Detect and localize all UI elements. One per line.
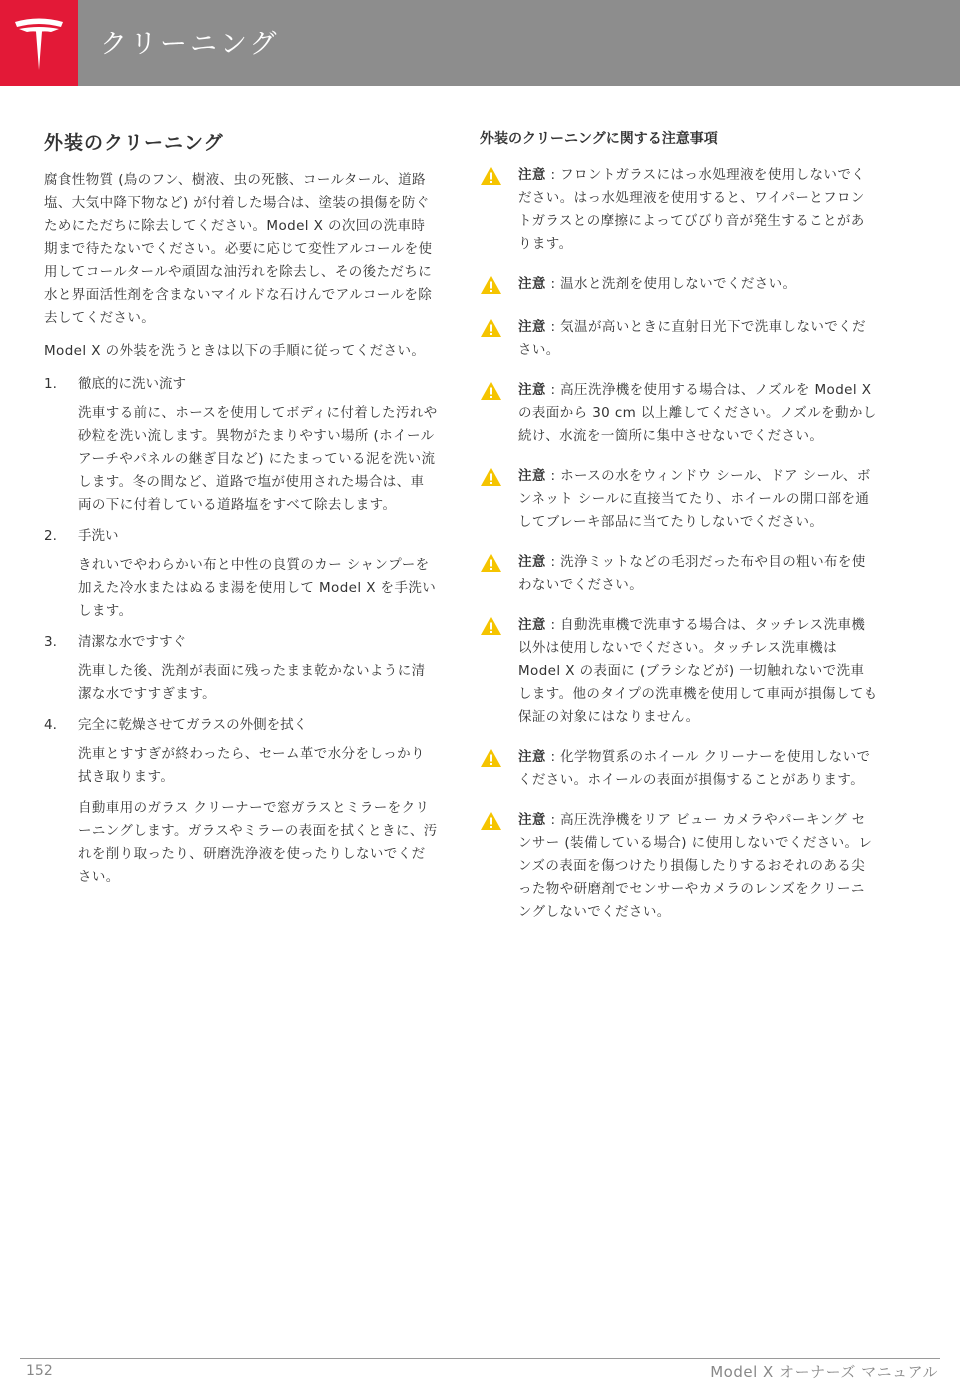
caution-label: 注意 — [518, 749, 546, 765]
step-2 — [44, 525, 438, 623]
warning-triangle-icon — [480, 318, 506, 342]
left-column — [44, 128, 438, 897]
caution-text: : フロントガラスにはっ水処理液を使用しないでください。はっ水処理液を使用すると、ワイパーとフロントガラスとの摩擦によってびびり音が発生することがあります。 — [518, 167, 866, 252]
section-title: 外装のクリーニング — [44, 132, 224, 154]
step-title: 手洗い — [78, 528, 119, 544]
step-number: 2. — [44, 528, 57, 544]
right-column — [480, 128, 878, 941]
caution-label: 注意 — [518, 382, 546, 398]
step-number: 4. — [44, 717, 57, 733]
step-text: 洗車とすすぎが終わったら、セーム革で水分をしっかり拭き取ります。 — [78, 746, 425, 785]
page-title: クリーニング — [100, 29, 280, 60]
warning-triangle-icon — [480, 166, 506, 190]
page-header — [0, 0, 960, 86]
caution-item — [480, 746, 878, 792]
caution-text: : 化学物質系のホイール クリーナーを使用しないでください。ホイールの表面が損傷することがあります。 — [518, 749, 871, 788]
cautions-title: 外装のクリーニングに関する注意事項 — [480, 131, 718, 147]
caution-label: 注意 — [518, 276, 546, 292]
caution-label: 注意 — [518, 617, 546, 633]
caution-text: : 洗浄ミットなどの毛羽だった布や目の粗い布を使わないでください。 — [518, 554, 866, 593]
step-text: きれいでやわらかい布と中性の良質のカー シャンプーを加えた冷水またはぬるま湯を使用して Model X を手洗いします。 — [78, 557, 437, 619]
tesla-logo-icon — [13, 16, 65, 72]
caution-item — [480, 164, 878, 256]
step-1 — [44, 373, 438, 517]
lead-paragraph: Model X の外装を洗うときは以下の手順に従ってください。 — [44, 343, 426, 359]
step-3 — [44, 631, 438, 706]
step-text: 自動車用のガラス クリーナーで窓ガラスとミラーをクリーニングします。ガラスやミラーの表面を拭くときに、汚れを削り取ったり、研磨洗浄液を使ったりしないでください。 — [78, 800, 438, 885]
step-text: 洗車する前に、ホースを使用してボディに付着した汚れや砂粒を洗い流します。異物がたまりやすい場所 (ホイール アーチやパネルの継ぎ目など) にたまっている泥を洗い流します。冬の間など、道路で塩が使用された場合は、車両の下に付着している道路塩をすべて除去します。 — [78, 405, 438, 513]
caution-label: 注意 — [518, 468, 546, 484]
caution-text: : 自動洗車機で洗車する場合は、タッチレス洗車機以外は使用しないでください。タッチレス洗車機は Model X の表面に (ブラシなどが) 一切触れないで洗車します。他のタイプの洗車機を使用して車両が損傷しても保証の対象にはなりません。 — [518, 617, 878, 725]
caution-item — [480, 316, 878, 362]
warning-triangle-icon — [480, 275, 506, 299]
caution-label: 注意 — [518, 812, 546, 828]
warning-triangle-icon — [480, 748, 506, 772]
caution-item — [480, 809, 878, 924]
caution-text: : ホースの水をウィンドウ シール、ドア シール、ボンネット シールに直接当てたり、ホイールの開口部を通してブレーキ部品に当てたりしないでください。 — [518, 468, 871, 530]
caution-text: : 温水と洗剤を使用しないでください。 — [545, 276, 797, 292]
intro-paragraph: 腐食性物質 (鳥のフン、樹液、虫の死骸、コールタール、道路塩、大気中降下物など) が付着した場合は、塗装の損傷を防ぐためにただちに除去してください。Model X の次回の洗車時期まで待たないでください。必要に応じて変性アルコールを使用してコールタールや頑固な油汚れを除去し、その後ただちに水と界面活性剤を含まないマイルドな石けんでアルコールを除去してください。 — [44, 172, 433, 326]
caution-text: : 高圧洗浄機を使用する場合は、ノズルを Model X の表面から 30 cm 以上離してください。ノズルを動かし続け、水流を一箇所に集中させないでください。 — [518, 382, 877, 444]
step-title: 徹底的に洗い流す — [78, 376, 186, 392]
manual-name: Model X オーナーズ マニュアル — [710, 1363, 938, 1381]
step-number: 3. — [44, 634, 57, 650]
warning-triangle-icon — [480, 467, 506, 491]
warning-triangle-icon — [480, 811, 506, 835]
step-4 — [44, 714, 438, 889]
caution-item — [480, 465, 878, 534]
caution-text: : 高圧洗浄機をリア ビュー カメラやパーキング センサー (装備している場合) に使用しないでください。レンズの表面を傷つけたり損傷したりするおそれのある尖った物や研磨剤でセンサーやカメラのレンズをクリーニングしないでください。 — [518, 812, 873, 920]
warning-triangle-icon — [480, 616, 506, 640]
footer-divider — [20, 1358, 940, 1359]
caution-label: 注意 — [518, 167, 546, 183]
caution-item — [480, 273, 878, 299]
caution-item — [480, 614, 878, 729]
caution-list — [480, 164, 878, 924]
step-title: 清潔な水ですすぐ — [78, 634, 187, 650]
step-number: 1. — [44, 376, 57, 392]
step-title: 完全に乾燥させてガラスの外側を拭く — [78, 717, 308, 733]
warning-triangle-icon — [480, 553, 506, 577]
caution-label: 注意 — [518, 319, 546, 335]
caution-item — [480, 379, 878, 448]
logo-block — [0, 0, 78, 86]
warning-triangle-icon — [480, 381, 506, 405]
page-number: 152 — [26, 1363, 53, 1379]
caution-label: 注意 — [518, 554, 546, 570]
caution-text: : 気温が高いときに直射日光下で洗車しないでください。 — [518, 319, 866, 358]
caution-item — [480, 551, 878, 597]
step-text: 洗車した後、洗剤が表面に残ったまま乾かないように清潔な水ですすぎます。 — [78, 663, 426, 702]
